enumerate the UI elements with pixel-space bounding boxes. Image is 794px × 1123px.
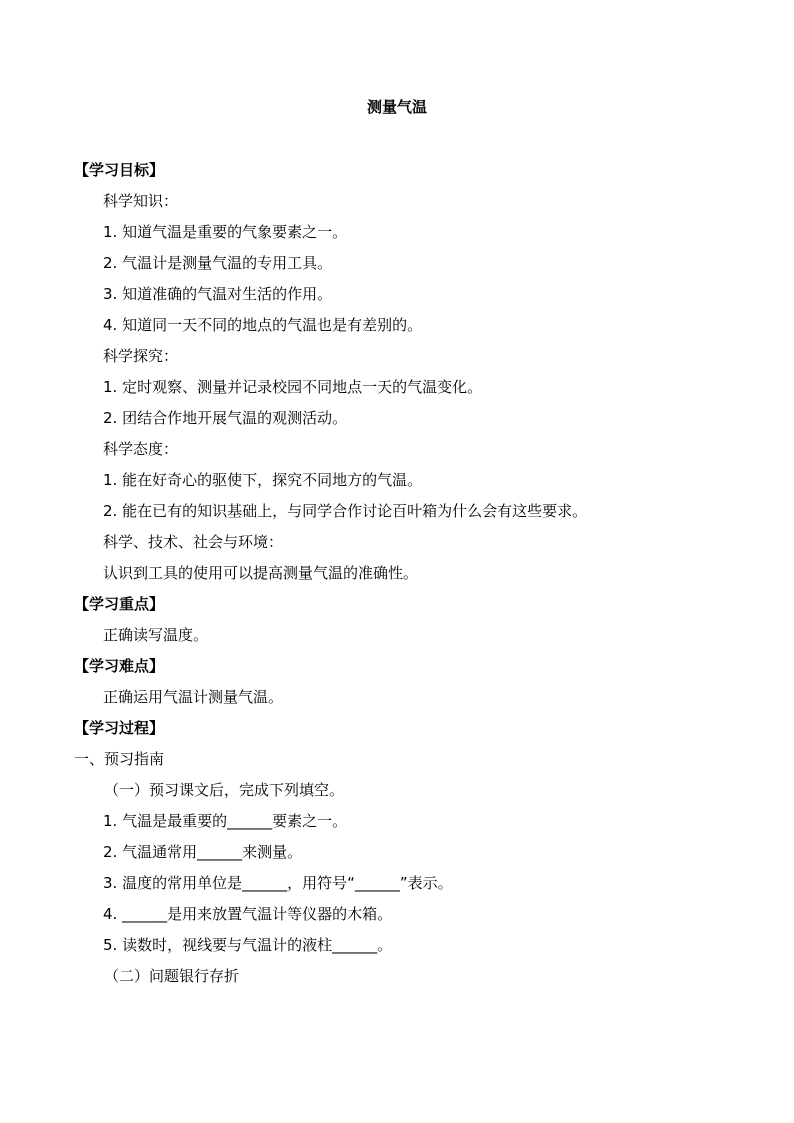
subsection-heading: （一）预习课文后，完成下列填空。 (104, 781, 345, 799)
fill-blank-item: 1. 气温是最重要的______要素之一。 (103, 812, 348, 830)
inquiry-label: 科学探究： (103, 347, 179, 365)
attitude-label: 科学态度： (103, 440, 179, 458)
fill-blank-item: 2. 气温通常用______来测量。 (103, 843, 303, 861)
sts-label: 科学、技术、社会与环境： (103, 533, 284, 551)
attitude-item: 2. 能在已有的知识基础上，与同学合作讨论百叶箱为什么会有这些要求。 (103, 502, 588, 520)
fill-blank-item: 3. 温度的常用单位是______，用符号“______”表示。 (103, 874, 453, 892)
objectives-heading: 【学习目标】 (74, 161, 165, 179)
section-heading: 一、预习指南 (74, 750, 165, 768)
fill-blank-item: 5. 读数时，视线要与气温计的液柱______。 (103, 936, 393, 954)
knowledge-item: 3. 知道准确的气温对生活的作用。 (103, 285, 333, 303)
knowledge-item: 2. 气温计是测量气温的专用工具。 (103, 254, 333, 272)
sts-item: 认识到工具的使用可以提高测量气温的准确性。 (103, 564, 419, 582)
page-title: 测量气温 (366, 98, 427, 116)
difficulty-heading: 【学习难点】 (74, 657, 165, 675)
difficulty-text: 正确运用气温计测量气温。 (103, 688, 284, 706)
knowledge-item: 4. 知道同一天不同的地点的气温也是有差别的。 (103, 316, 423, 334)
key-point-text: 正确读写温度。 (103, 626, 209, 644)
attitude-item: 1. 能在好奇心的驱使下，探究不同地方的气温。 (103, 471, 423, 489)
subsection-heading: （二）问题银行存折 (104, 967, 240, 985)
key-point-heading: 【学习重点】 (74, 595, 165, 613)
knowledge-item: 1. 知道气温是重要的气象要素之一。 (103, 223, 348, 241)
process-heading: 【学习过程】 (74, 719, 165, 737)
inquiry-item: 1. 定时观察、测量并记录校园不同地点一天的气温变化。 (103, 378, 483, 396)
knowledge-label: 科学知识： (103, 192, 179, 210)
fill-blank-item: 4. ______是用来放置气温计等仪器的木箱。 (103, 905, 393, 923)
inquiry-item: 2. 团结合作地开展气温的观测活动。 (103, 409, 348, 427)
